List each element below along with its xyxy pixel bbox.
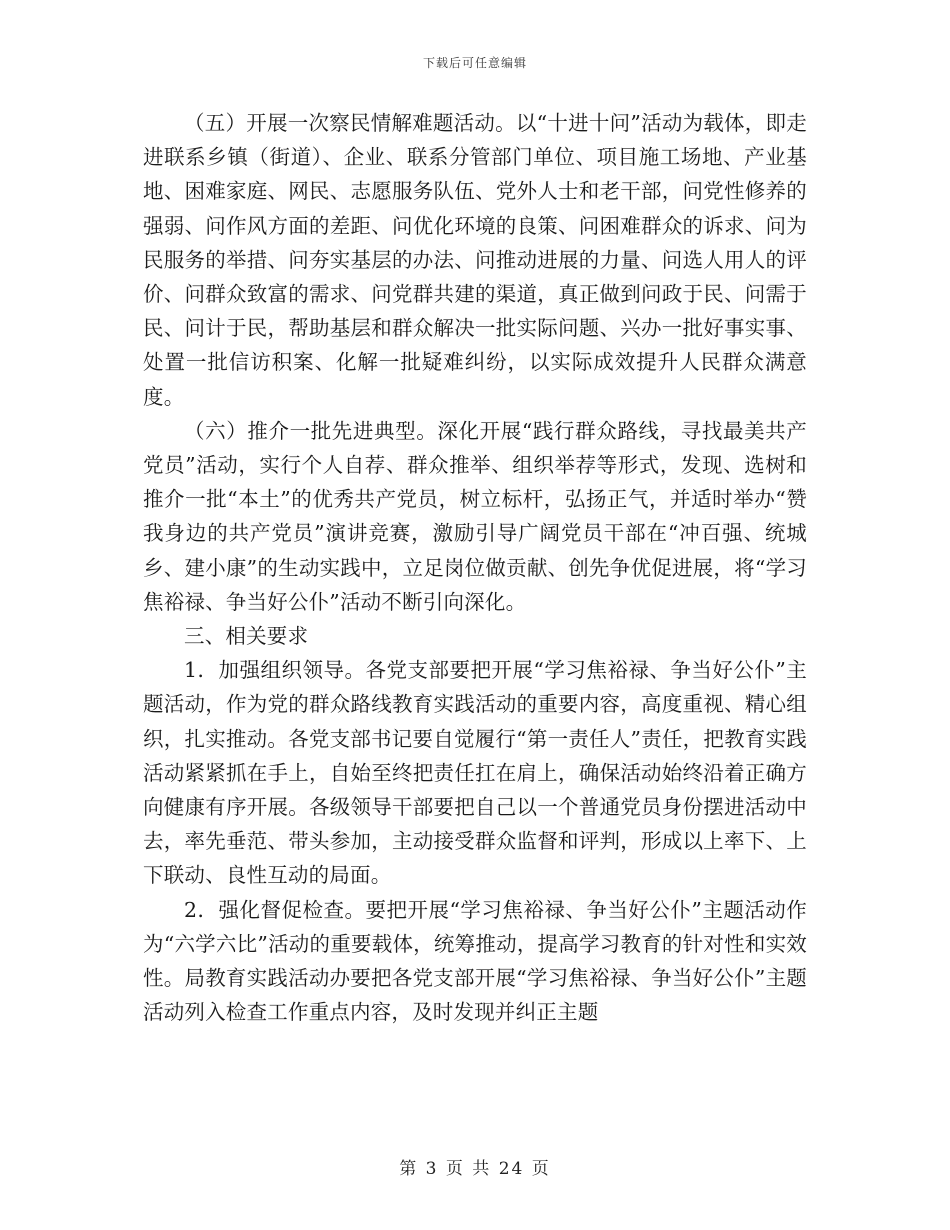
page-number-footer: 第 3 页 共 24 页 — [399, 1159, 551, 1179]
paragraph-six: （六）推介一批先进典型。深化开展“践行群众路线，寻找最美共产党员”活动，实行个人自荐、群众推举、组织举荐等形式，发现、选树和推介一批“本土”的优秀共产党员，树立标杆，弘扬正气，并适时举办“赞我身边的共产党员”演讲竞赛，激励引导广阔党员干部在“冲百强、统城乡、建小康”的生动实践中，立足岗位做贡献、创先争优促进展，将“学习焦裕禄、争当好公仆”活动不断引向深化。 — [143, 418, 807, 614]
section-heading-requirements: 三、相关要求 — [184, 624, 309, 649]
paragraph-requirement-2: 2．强化督促检查。要把开展“学习焦裕禄、争当好公仆”主题活动作为“六学六比”活动的重要载体，统筹推动，提高学习教育的针对性和实效性。局教育实践活动办要把各党支部开展“学习焦裕禄、争当好公仆”主题活动列入检查工作重点内容，及时发现并纠正主题 — [143, 897, 807, 1025]
paragraph-requirement-1: 1．加强组织领导。各党支部要把开展“学习焦裕禄、争当好公仆”主题活动，作为党的群众路线教育实践活动的重要内容，高度重视、精心组织，扎实推动。各党支部书记要自觉履行“第一责任人”责任，把教育实践活动紧紧抓在手上，自始至终把责任扛在肩上，确保活动始终沿着正确方向健康有序开展。各级领导干部要把自己以一个普通党员身份摆进活动中去，率先垂范、带头参加，主动接受群众监督和评判，形成以上率下、上下联动、良性互动的局面。 — [143, 658, 807, 888]
document-body — [143, 106, 807, 1029]
page-header: 下载后可任意编辑 — [422, 56, 527, 70]
paragraph-five: （五）开展一次察民情解难题活动。以“十进十问”活动为载体，即走进联系乡镇（街道）、企业、联系分管部门单位、项目施工场地、产业基地、困难家庭、网民、志愿服务队伍、党外人士和老干部，问党性修养的强弱、问作风方面的差距、问优化环境的良策、问困难群众的诉求、问为民服务的举措、问夯实基层的办法、问推动进展的力量、问选人用人的评价、问群众致富的需求、问党群共建的渠道，真正做到问政于民、问需于民、问计于民，帮助基层和群众解决一批实际问题、兴办一批好事实事、处置一批信访积案、化解一批疑难纠纷，以实际成效提升人民群众满意度。 — [143, 111, 807, 409]
